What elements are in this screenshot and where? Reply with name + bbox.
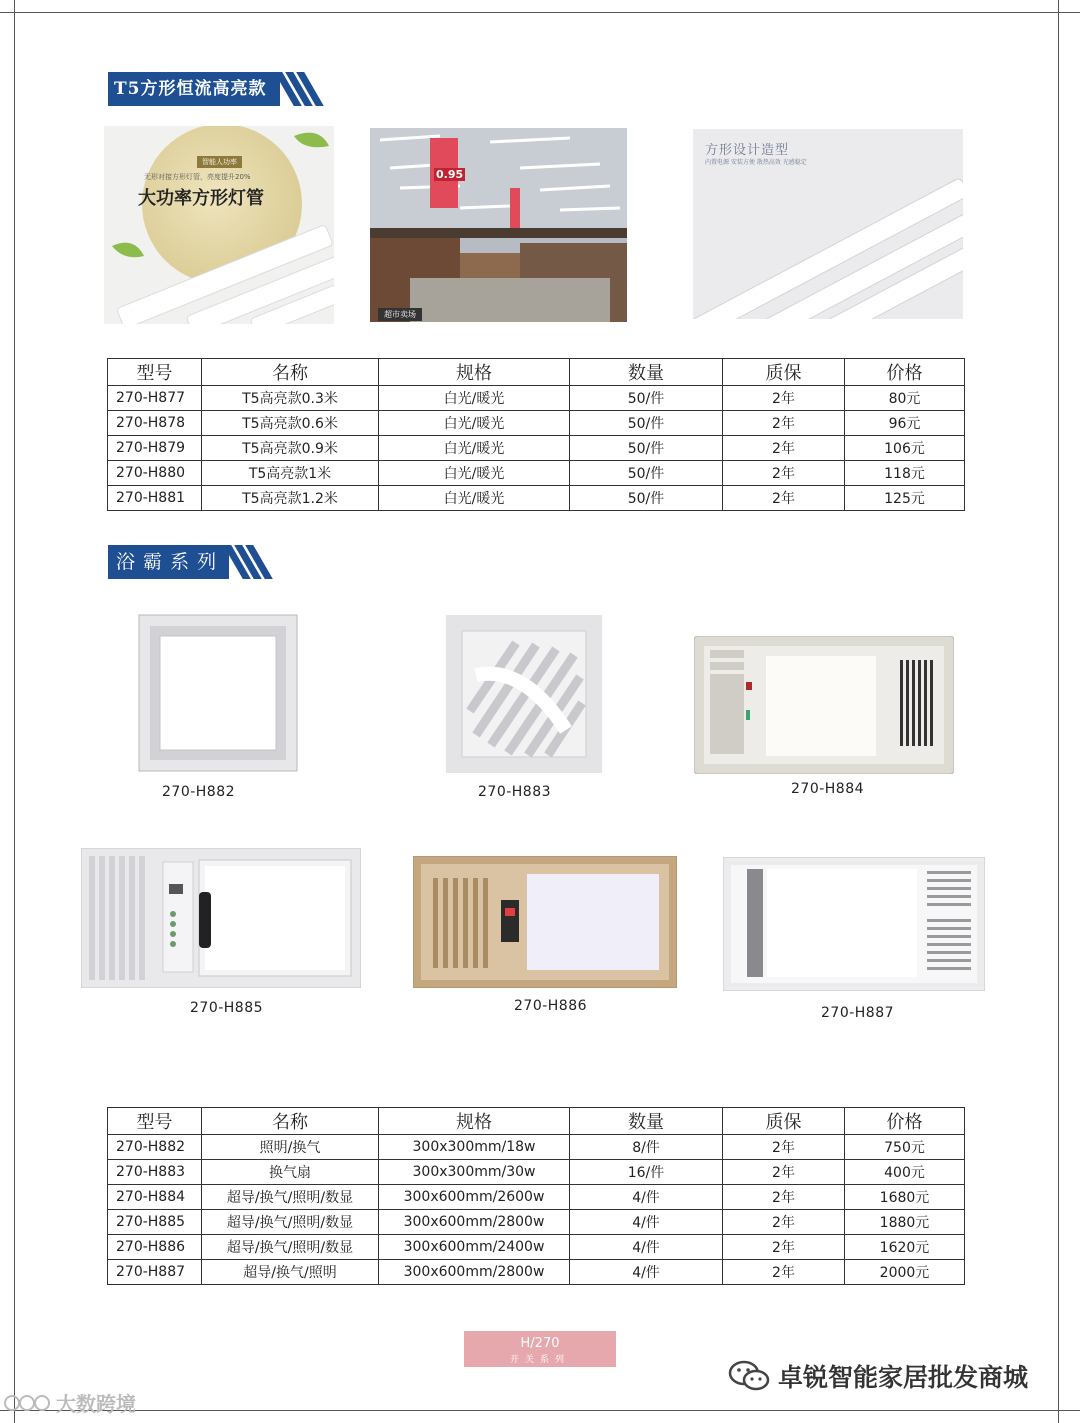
cell-name: T5高亮款0.9米: [202, 436, 379, 461]
photo-caption: 超市卖场: [378, 308, 422, 321]
crop-mark: [0, 12, 1080, 13]
wechat-icon: [728, 1359, 770, 1393]
cell-warranty: 2年: [723, 461, 845, 486]
product-photo-h883: [446, 615, 602, 773]
product-photo-supermarket: [370, 128, 627, 322]
cell-price: 125元: [845, 486, 965, 511]
product-photo-h887: [723, 857, 985, 991]
cell-model: 270-H877: [108, 386, 202, 411]
product-photo-h884: [694, 636, 954, 774]
section-title-bath-heater: [108, 545, 263, 579]
cell-model: 270-H883: [108, 1160, 202, 1185]
cell-quantity: 50/件: [570, 461, 723, 486]
cell-warranty: 2年: [723, 1185, 845, 1210]
cell-name: 超导/换气/照明/数显: [202, 1210, 379, 1235]
cell-name: 照明/换气: [202, 1135, 379, 1160]
cell-spec: 300x600mm/2800w: [379, 1210, 570, 1235]
cell-spec: 白光/暖光: [379, 486, 570, 511]
table-row: [108, 461, 965, 486]
cell-spec: 300x600mm/2800w: [379, 1260, 570, 1285]
cell-price: 80元: [845, 386, 965, 411]
cell-spec: 300x300mm/18w: [379, 1135, 570, 1160]
cell-warranty: 2年: [723, 1210, 845, 1235]
header-price: 价格: [845, 1108, 965, 1135]
cell-quantity: 50/件: [570, 386, 723, 411]
table-header-row: [108, 1108, 965, 1135]
header-spec: 规格: [379, 359, 570, 386]
cell-quantity: 50/件: [570, 486, 723, 511]
cell-name: 超导/换气/照明/数显: [202, 1185, 379, 1210]
cell-name: T5高亮款0.6米: [202, 411, 379, 436]
cell-price: 118元: [845, 461, 965, 486]
header-warranty: 质保: [723, 359, 845, 386]
cell-model: 270-H881: [108, 486, 202, 511]
product-code-h886: 270-H886: [514, 998, 588, 1014]
photo-sign-number: 0.95: [436, 168, 464, 181]
cell-quantity: 50/件: [570, 436, 723, 461]
product-code-h885: 270-H885: [190, 1000, 264, 1016]
product-code-h887: 270-H887: [821, 1005, 895, 1021]
cell-spec: 白光/暖光: [379, 411, 570, 436]
page-number: H/270: [520, 1336, 560, 1351]
cell-quantity: 4/件: [570, 1210, 723, 1235]
cell-model: 270-H887: [108, 1260, 202, 1285]
cell-spec: 300x600mm/2600w: [379, 1185, 570, 1210]
header-quantity: 数量: [570, 1108, 723, 1135]
cell-model: 270-H882: [108, 1135, 202, 1160]
product-photo-h886: [413, 856, 677, 988]
header-name: 名称: [202, 359, 379, 386]
product-photo-h885: [81, 848, 361, 988]
crop-mark: [0, 1410, 1080, 1411]
cell-spec: 白光/暖光: [379, 461, 570, 486]
watermark-icon: [2, 1390, 52, 1416]
cell-spec: 300x600mm/2400w: [379, 1235, 570, 1260]
crop-mark: [1058, 0, 1059, 1423]
section-title-t5: [108, 72, 314, 106]
brand-name: 卓锐智能家居批发商城: [778, 1363, 1029, 1392]
table-row: [108, 386, 965, 411]
product-photo-square-design: [693, 129, 963, 319]
table-row: [108, 1260, 965, 1285]
crop-mark: [14, 0, 15, 1423]
cell-price: 96元: [845, 411, 965, 436]
table-row: [108, 436, 965, 461]
cell-price: 400元: [845, 1160, 965, 1185]
cell-quantity: 4/件: [570, 1185, 723, 1210]
cell-price: 1880元: [845, 1210, 965, 1235]
cell-name: T5高亮款0.3米: [202, 386, 379, 411]
section-title-stripes: [229, 545, 263, 579]
product-code-h883: 270-H883: [478, 784, 552, 800]
cell-name: 超导/换气/照明: [202, 1260, 379, 1285]
cell-model: 270-H886: [108, 1235, 202, 1260]
product-photo-h882: [138, 614, 298, 772]
section-title-stripes: [280, 72, 314, 106]
cell-price: 750元: [845, 1135, 965, 1160]
cell-price: 106元: [845, 436, 965, 461]
product-code-h882: 270-H882: [162, 784, 236, 800]
bath-heater-price-table: [107, 1107, 965, 1285]
cell-spec: 白光/暖光: [379, 436, 570, 461]
table-row: [108, 1185, 965, 1210]
t5-price-table: [107, 358, 965, 511]
cell-name: 换气扇: [202, 1160, 379, 1185]
cell-quantity: 50/件: [570, 411, 723, 436]
section-title-text: T5方形恒流高亮款: [108, 72, 280, 106]
photo-badge: 智能人功率: [197, 156, 242, 168]
table-row: [108, 1135, 965, 1160]
photo-subtitle: 内置电源 安装方便 散热高效 光感稳定: [705, 159, 807, 166]
table-row: [108, 1235, 965, 1260]
cell-model: 270-H885: [108, 1210, 202, 1235]
header-quantity: 数量: [570, 359, 723, 386]
page-series: 开关系列: [509, 1355, 570, 1365]
header-spec: 规格: [379, 1108, 570, 1135]
section-title-text: 浴 霸 系 列: [108, 545, 229, 579]
cell-model: 270-H880: [108, 461, 202, 486]
header-model: 型号: [108, 1108, 202, 1135]
page-number-tab: [464, 1331, 616, 1367]
table-row: [108, 486, 965, 511]
cell-price: 1620元: [845, 1235, 965, 1260]
header-price: 价格: [845, 359, 965, 386]
table-row: [108, 1210, 965, 1235]
table-row: [108, 1160, 965, 1185]
product-photo-square-tube: [104, 126, 334, 324]
product-code-h884: 270-H884: [791, 781, 865, 797]
cell-quantity: 8/件: [570, 1135, 723, 1160]
cell-warranty: 2年: [723, 386, 845, 411]
cell-quantity: 16/件: [570, 1160, 723, 1185]
cell-warranty: 2年: [723, 486, 845, 511]
cell-warranty: 2年: [723, 1160, 845, 1185]
cell-spec: 300x300mm/30w: [379, 1160, 570, 1185]
header-model: 型号: [108, 359, 202, 386]
table-row: [108, 411, 965, 436]
cell-quantity: 4/件: [570, 1235, 723, 1260]
brand-account: [728, 1358, 1028, 1394]
photo-title: 方形设计造型: [705, 143, 790, 158]
photo-small-caption: 无形对接方形灯管，亮度提升20%: [144, 173, 251, 181]
table-header-row: [108, 359, 965, 386]
cell-warranty: 2年: [723, 1260, 845, 1285]
cell-quantity: 4/件: [570, 1260, 723, 1285]
header-name: 名称: [202, 1108, 379, 1135]
cell-warranty: 2年: [723, 1235, 845, 1260]
cell-model: 270-H878: [108, 411, 202, 436]
cell-name: T5高亮款1米: [202, 461, 379, 486]
cell-price: 2000元: [845, 1260, 965, 1285]
cell-model: 270-H884: [108, 1185, 202, 1210]
cell-warranty: 2年: [723, 1135, 845, 1160]
cell-model: 270-H879: [108, 436, 202, 461]
cell-warranty: 2年: [723, 436, 845, 461]
cell-name: T5高亮款1.2米: [202, 486, 379, 511]
header-warranty: 质保: [723, 1108, 845, 1135]
photo-headline: 大功率方形灯管: [138, 188, 264, 209]
cell-warranty: 2年: [723, 411, 845, 436]
watermark: [2, 1388, 136, 1417]
cell-spec: 白光/暖光: [379, 386, 570, 411]
cell-price: 1680元: [845, 1185, 965, 1210]
watermark-text: 大数跨境: [56, 1392, 136, 1416]
cell-name: 超导/换气/照明/数显: [202, 1235, 379, 1260]
